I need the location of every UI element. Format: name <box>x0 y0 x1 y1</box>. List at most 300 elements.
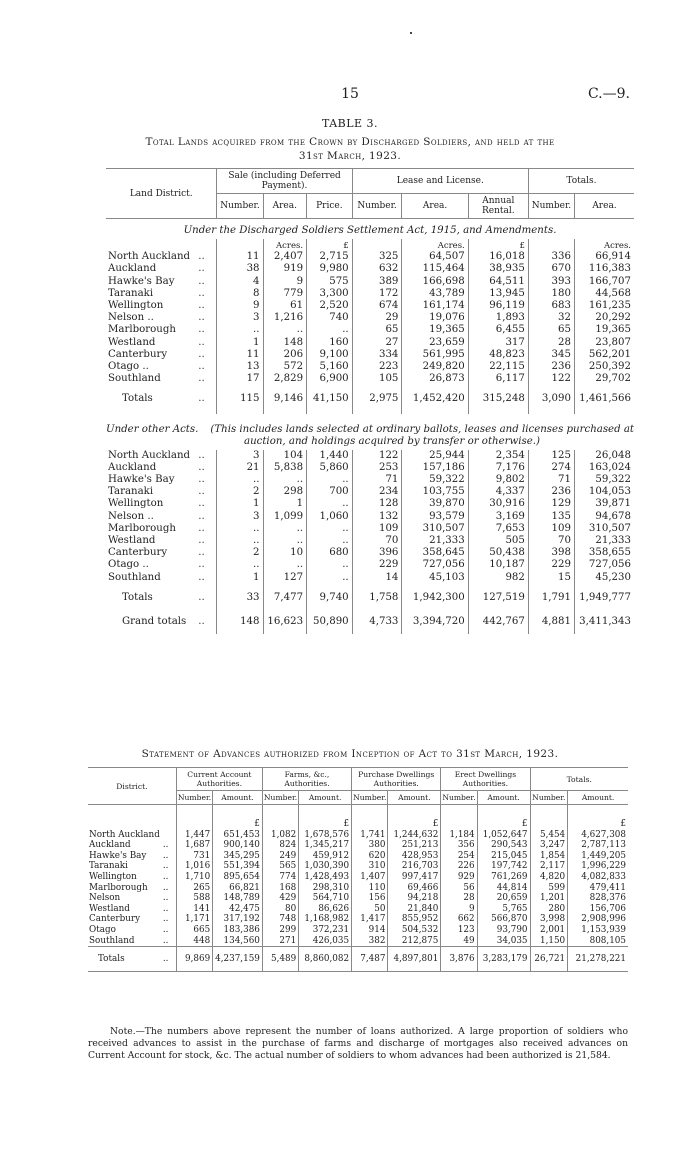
header-purchase-dwellings: Purchase Dwellings Authorities. <box>352 768 441 791</box>
cell-value: 504,532 <box>388 925 441 936</box>
cell-value: 28 <box>528 337 574 349</box>
leader-dots: .. <box>198 616 205 628</box>
leader-dots: .. <box>162 861 169 872</box>
cell-value: 59,322 <box>574 474 634 486</box>
cell-value: 310,507 <box>574 523 634 535</box>
header-sale-number: Number. <box>217 194 263 219</box>
cell-value: 1,893 <box>468 312 528 324</box>
cell-value: 1,452,420 <box>402 385 468 413</box>
row-label: North Auckland <box>108 251 191 263</box>
cell-value: 808,105 <box>568 936 628 947</box>
cell-value: 358,645 <box>402 547 468 559</box>
cell-value: 428,953 <box>388 851 441 862</box>
cell-value: 42,475 <box>213 904 263 915</box>
cell-value: 651,453 <box>213 830 263 841</box>
cell-value: 2 <box>217 547 263 559</box>
table-row <box>88 840 628 851</box>
cell-value: 156 <box>352 893 388 904</box>
table-row <box>106 572 634 584</box>
cell-value: 265 <box>176 883 212 894</box>
leader-dots: .. <box>198 373 205 385</box>
cell-value: 21,840 <box>388 904 441 915</box>
table-row <box>88 830 628 841</box>
cell-value: 69,466 <box>388 883 441 894</box>
unit-pound: £ <box>213 805 263 830</box>
cell-value: 2 <box>217 486 263 498</box>
cell-value: 10,187 <box>468 559 528 571</box>
cell-value: 49 <box>441 936 477 947</box>
cell-value: .. <box>307 523 353 535</box>
cell-value: 15 <box>528 572 574 584</box>
section-2-note-line-2: auction, and holdings acquired by transfer or otherwise.) <box>244 435 540 447</box>
table-row <box>106 535 634 547</box>
cell-value: 3,090 <box>528 385 574 413</box>
cell-value: 29,702 <box>574 373 634 385</box>
cell-value: 8,860,082 <box>299 947 352 972</box>
cell-value: 2,001 <box>530 925 568 936</box>
cell-value: 21,278,221 <box>568 947 628 972</box>
row-label: Westland <box>108 535 156 547</box>
cell-value: 565 <box>262 861 298 872</box>
table-row <box>88 925 628 936</box>
cell-value: 6,900 <box>307 373 353 385</box>
table-row <box>106 373 634 385</box>
cell-value: 280 <box>530 904 568 915</box>
cell-value: 168 <box>262 883 298 894</box>
cell-value: 16,018 <box>468 251 528 263</box>
leader-dots: .. <box>198 449 205 461</box>
leader-dots: .. <box>162 935 169 946</box>
cell-value: 271 <box>262 936 298 947</box>
cell-value: 564,710 <box>299 893 352 904</box>
cell-value: 7,477 <box>263 584 307 612</box>
cell-value: 398 <box>528 547 574 559</box>
cell-value: 895,654 <box>213 872 263 883</box>
cell-value: 274 <box>528 462 574 474</box>
cell-value: .. <box>263 324 307 336</box>
cell-value: 9,100 <box>307 349 353 361</box>
header-current-account: Current Account Authorities. <box>176 768 262 791</box>
cell-value: 3,247 <box>530 840 568 851</box>
table-row <box>106 288 634 300</box>
cell-value: 1,244,632 <box>388 830 441 841</box>
leader-dots: .. <box>198 486 205 498</box>
cell-value: .. <box>217 523 263 535</box>
cell-value: 356 <box>441 840 477 851</box>
cell-value: 5,160 <box>307 361 353 373</box>
row-label: North Auckland <box>108 449 191 461</box>
cell-value: 334 <box>352 349 402 361</box>
cell-value: 39,870 <box>402 498 468 510</box>
header-number: Number. <box>441 791 477 805</box>
cell-value: 3 <box>217 312 263 324</box>
row-label: Totals <box>88 947 162 972</box>
row-label: Totals <box>122 393 153 405</box>
cell-value: .. <box>307 474 353 486</box>
row-label: Wellington <box>108 300 164 312</box>
cell-value: 345 <box>528 349 574 361</box>
header-number: Number. <box>262 791 298 805</box>
cell-value: 148 <box>217 612 263 634</box>
row-label: Marlborough <box>108 522 176 534</box>
cell-value: 336 <box>528 251 574 263</box>
cell-value: 65 <box>352 324 402 336</box>
cell-value: 115,464 <box>402 263 468 275</box>
leader-dots: .. <box>162 840 169 851</box>
header-totals-area: Area. <box>574 194 634 219</box>
cell-value: 251,213 <box>388 840 441 851</box>
cell-value: 1 <box>217 337 263 349</box>
table-row <box>106 462 634 474</box>
cell-value: 160 <box>307 337 353 349</box>
cell-value: 19,365 <box>574 324 634 336</box>
cell-value: 14 <box>352 572 402 584</box>
cell-value: 234 <box>352 486 402 498</box>
cell-value: 109 <box>528 523 574 535</box>
cell-value: 562,201 <box>574 349 634 361</box>
header-totals: Totals. <box>530 768 628 791</box>
row-label: Grand totals <box>122 616 187 628</box>
cell-value: 1,440 <box>307 450 353 462</box>
cell-value: 620 <box>352 851 388 862</box>
print-speck <box>410 32 412 34</box>
cell-value: 39,871 <box>574 498 634 510</box>
table-row <box>106 474 634 486</box>
unit-pound: £ <box>299 805 352 830</box>
cell-value: 299 <box>262 925 298 936</box>
statement-title: Statement of Advances authorized from Inception of Act to 31st March, 1923. <box>141 748 559 760</box>
cell-value: 1,171 <box>176 914 212 925</box>
cell-value: 9,980 <box>307 263 353 275</box>
table-row <box>88 904 628 915</box>
cell-value: 50,890 <box>307 612 353 634</box>
cell-value: 250,392 <box>574 361 634 373</box>
cell-value: 71 <box>352 474 402 486</box>
cell-value: 163,024 <box>574 462 634 474</box>
cell-value: 3,411,343 <box>574 612 634 634</box>
cell-value: 236 <box>528 486 574 498</box>
cell-value: 674 <box>352 300 402 312</box>
cell-value: 104,053 <box>574 486 634 498</box>
cell-value: 26,048 <box>574 450 634 462</box>
cell-value: 229 <box>352 559 402 571</box>
cell-value: 212,875 <box>388 936 441 947</box>
table-row <box>106 523 634 535</box>
cell-value: 157,186 <box>402 462 468 474</box>
cell-value: 215,045 <box>477 851 530 862</box>
cell-value: 7,487 <box>352 947 388 972</box>
cell-value: 21,333 <box>402 535 468 547</box>
leader-dots: .. <box>198 474 205 486</box>
cell-value: 8 <box>217 288 263 300</box>
cell-value: 298 <box>263 486 307 498</box>
cell-value: 127 <box>263 572 307 584</box>
cell-value: 479,411 <box>568 883 628 894</box>
cell-value: 1,201 <box>530 893 568 904</box>
cell-value: 1 <box>217 498 263 510</box>
cell-value: .. <box>307 535 353 547</box>
totals-row <box>88 947 628 972</box>
unit-pound: £ <box>307 239 353 251</box>
cell-value: 1,184 <box>441 830 477 841</box>
row-label: Nelson .. <box>108 510 154 522</box>
cell-value: 3,169 <box>468 511 528 523</box>
leader-dots: .. <box>162 924 169 935</box>
cell-value: 4,881 <box>528 612 574 634</box>
cell-value: 110 <box>352 883 388 894</box>
cell-value: 45,230 <box>574 572 634 584</box>
cell-value: 22,115 <box>468 361 528 373</box>
cell-value: 1,461,566 <box>574 385 634 413</box>
header-number: Number. <box>352 791 388 805</box>
cell-value: 372,231 <box>299 925 352 936</box>
table-row <box>106 486 634 498</box>
leader-dots: .. <box>198 522 205 534</box>
cell-value: 148,789 <box>213 893 263 904</box>
cell-value: .. <box>263 474 307 486</box>
cell-value: 459,912 <box>299 851 352 862</box>
cell-value: 123 <box>441 925 477 936</box>
cell-value: .. <box>307 324 353 336</box>
cell-value: 1,428,493 <box>299 872 352 883</box>
table-row <box>88 883 628 894</box>
cell-value: 761,269 <box>477 872 530 883</box>
row-label: Canterbury <box>89 914 141 925</box>
cell-value: 50 <box>352 904 388 915</box>
cell-value: 13,945 <box>468 288 528 300</box>
cell-value: 1,758 <box>352 584 402 612</box>
cell-value: 161,174 <box>402 300 468 312</box>
leader-dots: .. <box>162 903 169 914</box>
cell-value: 33 <box>217 584 263 612</box>
cell-value: 358,655 <box>574 547 634 559</box>
row-label: Taranaki <box>108 287 154 299</box>
row-label: Marlborough <box>108 324 176 336</box>
cell-value: 172 <box>352 288 402 300</box>
header-district: District. <box>116 781 148 791</box>
row-label: Southland <box>89 935 135 946</box>
cell-value: 1,678,576 <box>299 830 352 841</box>
cell-value: 7,653 <box>468 523 528 535</box>
table-row <box>106 511 634 523</box>
cell-value: 80 <box>262 904 298 915</box>
cell-value: 779 <box>263 288 307 300</box>
table-row <box>106 498 634 510</box>
cell-value: 50,438 <box>468 547 528 559</box>
cell-value: 1 <box>263 498 307 510</box>
cell-value: 1,168,982 <box>299 914 352 925</box>
row-label: Hawke's Bay <box>108 474 175 486</box>
leader-dots: .. <box>162 914 169 925</box>
cell-value: 1,150 <box>530 936 568 947</box>
cell-value: 19,076 <box>402 312 468 324</box>
header-amount: Amount. <box>299 791 352 805</box>
cell-value: 317,192 <box>213 914 263 925</box>
row-label: Auckland <box>108 263 157 275</box>
row-label: Wellington <box>89 871 137 882</box>
cell-value: 17 <box>217 373 263 385</box>
table-row <box>106 324 634 336</box>
cell-value: 254 <box>441 851 477 862</box>
cell-value: 2,908,996 <box>568 914 628 925</box>
cell-value: 731 <box>176 851 212 862</box>
cell-value: 156,706 <box>568 904 628 915</box>
header-erect-dwellings: Erect Dwellings Authorities. <box>441 768 530 791</box>
cell-value: 5,765 <box>477 904 530 915</box>
cell-value: 1 <box>217 572 263 584</box>
cell-value: 134,560 <box>213 936 263 947</box>
cell-value: 19,365 <box>402 324 468 336</box>
cell-value: 93,579 <box>402 511 468 523</box>
leader-dots: .. <box>198 336 205 348</box>
cell-value: 71 <box>528 474 574 486</box>
section-2-heading <box>106 414 634 450</box>
cell-value: 23,659 <box>402 337 468 349</box>
row-label: Nelson .. <box>108 312 154 324</box>
cell-value: 1,216 <box>263 312 307 324</box>
cell-value: 9,740 <box>307 584 353 612</box>
cell-value: 4,082,833 <box>568 872 628 883</box>
cell-value: 29 <box>352 312 402 324</box>
cell-value: 166,698 <box>402 276 468 288</box>
cell-value: 226 <box>441 861 477 872</box>
cell-value: .. <box>263 523 307 535</box>
cell-value: 396 <box>352 547 402 559</box>
cell-value: 253 <box>352 462 402 474</box>
cell-value: 206 <box>263 349 307 361</box>
table-row <box>88 914 628 925</box>
cell-value: 10 <box>263 547 307 559</box>
cell-value: 197,742 <box>477 861 530 872</box>
land-table <box>106 168 634 634</box>
cell-value: 28 <box>441 893 477 904</box>
cell-value: 141 <box>176 904 212 915</box>
cell-value: 2,787,113 <box>568 840 628 851</box>
cell-value: 65 <box>528 324 574 336</box>
leader-dots: .. <box>198 571 205 583</box>
cell-value: 38 <box>217 263 263 275</box>
cell-value: 290,543 <box>477 840 530 851</box>
table-caption <box>100 135 600 163</box>
leader-dots: .. <box>198 348 205 360</box>
leader-dots: .. <box>198 287 205 299</box>
cell-value: 21 <box>217 462 263 474</box>
header-farms: Farms, &c., Authorities. <box>262 768 351 791</box>
cell-value: 1,949,777 <box>574 584 634 612</box>
cell-value: 298,310 <box>299 883 352 894</box>
leader-dots: .. <box>162 893 169 904</box>
section-2-note-line-1: (This includes lands selected at ordinary ballots, leases and licenses purchased at <box>210 423 635 435</box>
table-row <box>106 559 634 571</box>
cell-value: 4,733 <box>352 612 402 634</box>
cell-value: 236 <box>528 361 574 373</box>
cell-value: 2,354 <box>468 450 528 462</box>
cell-value: 127,519 <box>468 584 528 612</box>
header-lease-group: Lease and License. <box>352 169 528 194</box>
row-label: Marlborough <box>89 882 148 893</box>
unit-pound: £ <box>468 239 528 251</box>
cell-value: 70 <box>352 535 402 547</box>
cell-value: 11 <box>217 349 263 361</box>
cell-value: 44,568 <box>574 288 634 300</box>
cell-value: 5,489 <box>262 947 298 972</box>
cell-value: 700 <box>307 486 353 498</box>
row-label: Southland <box>108 373 161 385</box>
cell-value: 740 <box>307 312 353 324</box>
cell-value: 727,056 <box>402 559 468 571</box>
cell-value: 1,099 <box>263 511 307 523</box>
cell-value: 4,237,159 <box>213 947 263 972</box>
cell-value: 27 <box>352 337 402 349</box>
cell-value: 632 <box>352 263 402 275</box>
cell-value: 389 <box>352 276 402 288</box>
cell-value: 56 <box>441 883 477 894</box>
unit-acres: Acres. <box>402 239 468 251</box>
advances-table <box>88 767 628 972</box>
cell-value: 2,117 <box>530 861 568 872</box>
cell-value: 448 <box>176 936 212 947</box>
grand-totals-row <box>106 612 634 634</box>
cell-value: 180 <box>528 288 574 300</box>
cell-value: 4 <box>217 276 263 288</box>
cell-value: 166,707 <box>574 276 634 288</box>
cell-value: 3,876 <box>441 947 477 972</box>
cell-value: 1,741 <box>352 830 388 841</box>
cell-value: 183,386 <box>213 925 263 936</box>
cell-value: 588 <box>176 893 212 904</box>
cell-value: 66,914 <box>574 251 634 263</box>
cell-value: 109 <box>352 523 402 535</box>
cell-value: 216,703 <box>388 861 441 872</box>
cell-value: 315,248 <box>468 385 528 413</box>
cell-value: .. <box>307 559 353 571</box>
cell-value: .. <box>217 324 263 336</box>
leader-dots: .. <box>198 591 205 603</box>
leader-dots: .. <box>198 559 205 571</box>
cell-value: 116,383 <box>574 263 634 275</box>
leader-dots: .. <box>198 300 205 312</box>
cell-value: 1,016 <box>176 861 212 872</box>
cell-value: .. <box>217 535 263 547</box>
row-label: Otago <box>89 924 116 935</box>
cell-value: 442,767 <box>468 612 528 634</box>
leader-dots: .. <box>198 535 205 547</box>
cell-value: 129 <box>528 498 574 510</box>
cell-value: 9 <box>441 904 477 915</box>
leader-dots: .. <box>198 275 205 287</box>
cell-value: 64,511 <box>468 276 528 288</box>
cell-value: 3 <box>217 450 263 462</box>
table-row <box>88 861 628 872</box>
leader-dots: .. <box>198 461 205 473</box>
cell-value: 6,455 <box>468 324 528 336</box>
cell-value: 382 <box>352 936 388 947</box>
cell-value: 23,807 <box>574 337 634 349</box>
table-row <box>106 337 634 349</box>
cell-value: 66,821 <box>213 883 263 894</box>
cell-value: 11 <box>217 251 263 263</box>
cell-value: 2,520 <box>307 300 353 312</box>
row-label: Southland <box>108 571 161 583</box>
header-amount: Amount. <box>388 791 441 805</box>
cell-value: 9,146 <box>263 385 307 413</box>
row-label: Westland <box>89 903 130 914</box>
cell-value: 9 <box>263 276 307 288</box>
cell-value: .. <box>263 535 307 547</box>
cell-value: 86,626 <box>299 904 352 915</box>
header-totals-number: Number. <box>528 194 574 219</box>
table-row <box>88 851 628 862</box>
